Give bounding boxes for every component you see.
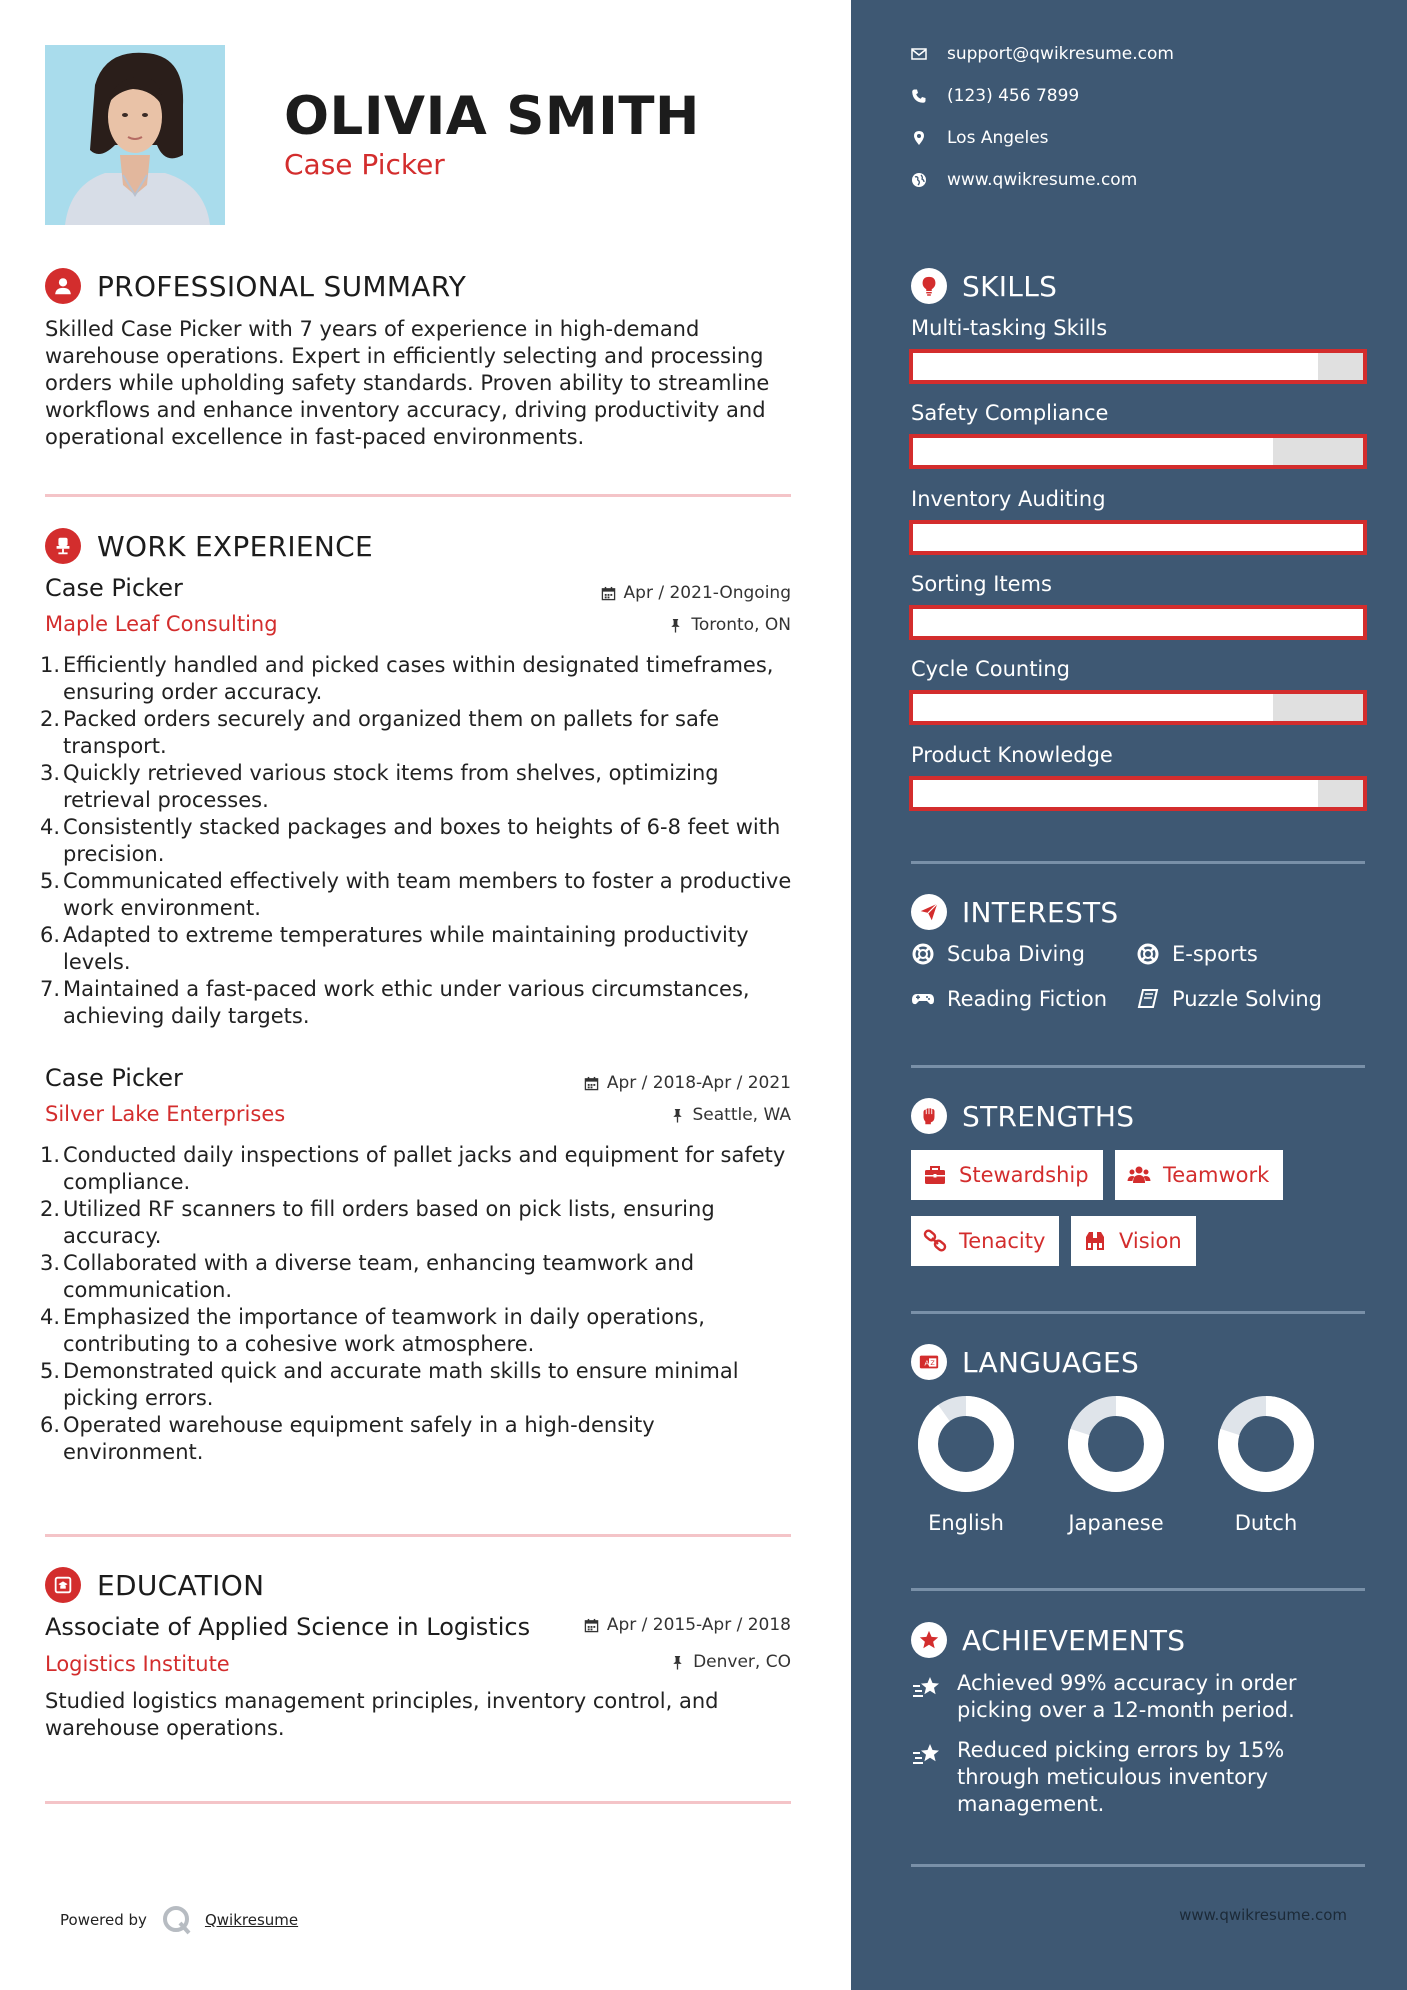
skill-bar [909,520,1367,555]
strengths-heading [911,1098,1134,1134]
skill-bar [909,690,1367,725]
languages-title: LANGUAGES [962,1345,1140,1379]
translate-icon [911,1344,947,1380]
skills-heading [911,268,1057,304]
section-divider [45,1534,791,1537]
job-dates: Apr / 2018-Apr / 2021 [584,1073,791,1093]
languages-heading [911,1344,1139,1380]
skill-label: Multi-tasking Skills [911,316,1108,340]
language-ring-fill [928,1406,1004,1482]
svg-text:Z: Z [930,1359,935,1368]
skill-label: Cycle Counting [911,657,1070,681]
interests-heading [911,894,1119,930]
job-location: Seattle, WA [670,1105,792,1125]
binoculars-icon [1083,1229,1107,1253]
summary-text: Skilled Case Picker with 7 years of experience in high-demand warehouse operations. Expert in efficiently selecting and processing orders while upholding safety standards. Proven ability to streamline workflows and enhance inventory accuracy, driving productivity and operational excellence in fast-paced environments. [45,317,770,449]
achievement-item: Achieved 99% accuracy in order picking over a 12-month period. [911,1670,1331,1724]
shooting-star-icon [911,1672,943,1704]
section-divider [911,1864,1365,1867]
gamepad-icon [911,987,935,1011]
book-icon [1136,987,1160,1011]
lifebuoy-icon [1136,942,1160,966]
language-label: English [928,1511,1004,1535]
job-duties-list [40,1142,800,1466]
degree-title: Associate of Applied Science in Logistics [45,1613,531,1641]
candidate-name: OLIVIA SMITH [284,86,700,147]
calendar-icon [601,586,616,601]
experience-title: WORK EXPERIENCE [97,529,373,563]
star-icon [911,1622,947,1658]
footer-url[interactable]: www.qwikresume.com [1179,1906,1347,1924]
interest-item: Scuba Diving [911,942,1085,966]
globe-icon [911,172,927,188]
users-icon [1127,1163,1151,1187]
interest-item: Reading Fiction [911,987,1107,1011]
education-text: Studied logistics management principles, inventory control, and warehouse operations. [45,1689,719,1740]
pin-icon [670,1655,685,1670]
briefcase-icon [923,1163,947,1187]
strength-badge: Stewardship [911,1150,1103,1200]
language-ring [1216,1394,1316,1494]
job-title: Case Picker [45,574,183,602]
list-item: 7. Maintained a fast-paced work ethic under various circumstances, achieving daily targets. [40,977,750,1028]
skill-label: Sorting Items [911,572,1052,596]
list-item: 6. Adapted to extreme temperatures while maintaining productivity levels. [40,923,749,974]
skill-label: Product Knowledge [911,743,1113,767]
powered-by: Powered by Qwikresume [60,1904,298,1936]
calendar-icon [584,1076,599,1091]
education-location: Denver, CO [670,1652,791,1672]
experience-heading [45,528,373,564]
school-name: Logistics Institute [45,1652,230,1676]
job-title: Case Picker [45,1064,183,1092]
phone-icon [911,88,927,104]
job-location: Toronto, ON [668,615,791,635]
language-label: Japanese [1068,1511,1164,1535]
strengths-title: STRENGTHS [962,1099,1135,1133]
sidebar [851,0,1407,1990]
chair-icon [45,528,81,564]
shooting-star-icon [911,1739,943,1771]
job-company: Maple Leaf Consulting [45,612,278,636]
skill-fill [913,609,1363,636]
candidate-role: Case Picker [284,148,445,181]
contact-website[interactable]: www.qwikresume.com [911,170,1137,190]
skill-bar [909,349,1367,384]
job-dates: Apr / 2021-Ongoing [601,583,791,603]
fist-icon [911,1098,947,1134]
skill-fill [913,694,1273,721]
section-divider [45,494,791,497]
list-item: 1. Efficiently handled and picked cases within designated timeframes, ensuring order accuracy. [40,653,774,704]
summary-title: PROFESSIONAL SUMMARY [97,269,467,303]
list-item: 5. Demonstrated quick and accurate math skills to ensure minimal picking errors. [40,1359,739,1410]
job-company: Silver Lake Enterprises [45,1102,286,1126]
section-divider [911,1588,1365,1591]
skill-label: Safety Compliance [911,401,1109,425]
skill-fill [913,780,1318,807]
envelope-icon [911,46,927,62]
strength-badge: Tenacity [911,1216,1059,1266]
skill-bar [909,776,1367,811]
language-label: Dutch [1234,1511,1298,1535]
skills-title: SKILLS [962,269,1058,303]
skill-fill [913,438,1273,465]
interest-item: E-sports [1136,942,1258,966]
list-item: 1. Conducted daily inspections of pallet jacks and equipment for safety compliance. [40,1143,786,1194]
lifebuoy-icon [911,942,935,966]
user-icon [45,268,81,304]
list-item: 3. Quickly retrieved various stock items from shelves, optimizing retrieval processes. [40,761,719,812]
calendar-icon [584,1618,599,1633]
achievements-heading [911,1622,1185,1658]
graduation-cap-icon [45,1567,81,1603]
profile-photo [45,45,225,225]
qwikresume-link[interactable]: Qwikresume [204,1911,299,1929]
list-item: 2. Utilized RF scanners to fill orders based on pick lists, ensuring accuracy. [40,1197,715,1248]
education-dates: Apr / 2015-Apr / 2018 [584,1615,791,1635]
skill-bar [909,605,1367,640]
pin-icon [668,618,683,633]
section-divider [911,1065,1365,1068]
list-item: 2. Packed orders securely and organized them on pallets for safe transport. [40,707,720,758]
list-item: 5. Communicated effectively with team members to foster a productive work environment. [40,869,792,920]
skill-label: Inventory Auditing [911,487,1106,511]
section-divider [911,1311,1365,1314]
lightbulb-icon [911,268,947,304]
skill-bar [909,434,1367,469]
link-icon [923,1229,947,1253]
achievement-item: Reduced picking errors by 15% through meticulous inventory management. [911,1737,1331,1818]
strength-badge: Teamwork [1115,1150,1283,1200]
qwikresume-logo-icon [161,1904,193,1936]
list-item: 4. Consistently stacked packages and boxes to heights of 6-8 feet with precision. [40,815,781,866]
contact-email[interactable]: support@qwikresume.com [911,44,1174,64]
skill-fill [913,524,1363,551]
paper-plane-icon [911,894,947,930]
contact-location: Los Angeles [911,128,1049,148]
education-title: EDUCATION [97,1568,265,1602]
summary-heading [45,268,466,304]
interest-item: Puzzle Solving [1136,987,1322,1011]
language-ring [1066,1394,1166,1494]
list-item: 6. Operated warehouse equipment safely in a high-density environment. [40,1413,655,1464]
svg-text:A: A [924,1358,930,1368]
skill-fill [913,353,1318,380]
section-divider [911,861,1365,864]
list-item: 4. Emphasized the importance of teamwork in daily operations, contributing to a cohesive work atmosphere. [40,1305,705,1356]
education-heading [45,1567,264,1603]
strength-badge: Vision [1071,1216,1196,1266]
contact-phone[interactable]: (123) 456 7899 [911,86,1079,106]
list-item: 3. Collaborated with a diverse team, enhancing teamwork and communication. [40,1251,695,1302]
map-marker-icon [911,130,927,146]
pin-icon [670,1108,685,1123]
interests-title: INTERESTS [962,895,1119,929]
language-ring [916,1394,1016,1494]
job-duties-list [40,652,800,1030]
achievements-title: ACHIEVEMENTS [962,1623,1186,1657]
section-divider [45,1801,791,1804]
